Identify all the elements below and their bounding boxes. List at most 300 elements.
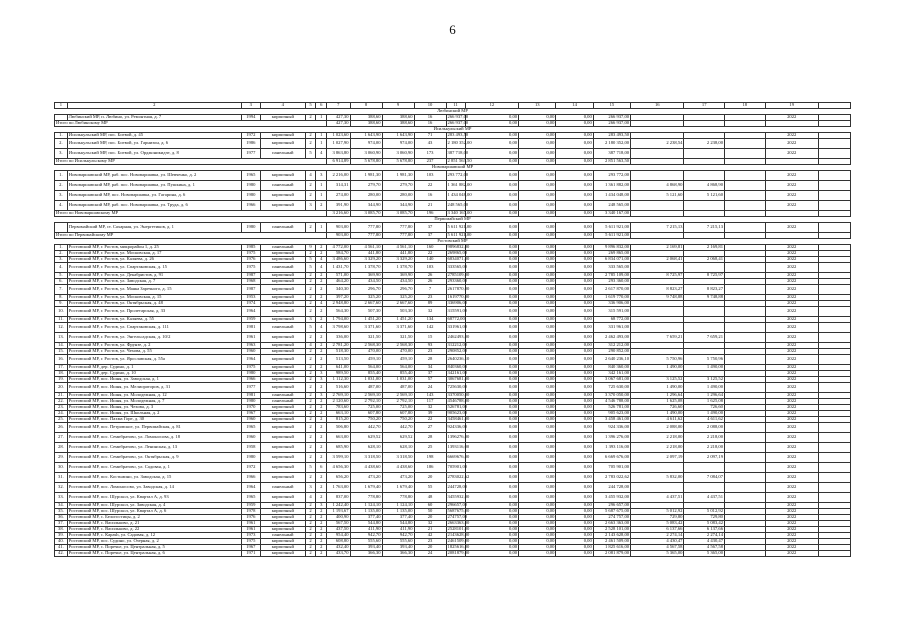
cell-s2: 0,00 xyxy=(465,515,518,521)
cell-year: 1976 xyxy=(241,257,260,263)
cell-y: 2022 xyxy=(765,443,818,453)
cell-a2: 3 060,90 xyxy=(350,149,382,159)
cell-s7: 2 218,00 xyxy=(684,443,725,453)
cell-a1: 314,31 xyxy=(327,181,350,191)
cell-blank xyxy=(818,323,850,333)
cell-a2: 3 371,60 xyxy=(350,323,382,333)
cell-y: 2022 xyxy=(765,551,818,557)
cell-a2: 1 378,70 xyxy=(350,263,382,273)
cell-f: 2 xyxy=(305,515,316,521)
cell-f: 5 xyxy=(305,149,316,159)
cell-s3: 0,00 xyxy=(519,521,556,527)
column-number-cell: 4 xyxy=(260,103,305,109)
cell-s7: 1 490,00 xyxy=(684,383,725,393)
cell-a1: 397,20 xyxy=(327,295,350,301)
cell-s7: 2 097,19 xyxy=(684,453,725,463)
cell-n: 35. xyxy=(55,509,68,515)
cell-n: 13. xyxy=(55,333,68,343)
cell-s6: 1 490,00 xyxy=(631,365,684,371)
cell-s2: 0,00 xyxy=(465,323,518,333)
cell-s7: 4 611,62 xyxy=(684,417,725,423)
cell-s2: 0,00 xyxy=(465,223,518,233)
total-s5: 5 611 921,00 xyxy=(593,233,630,239)
cell-s2: 0,00 xyxy=(465,139,518,149)
cell-year: 1977 xyxy=(241,149,260,159)
cell-n: 4. xyxy=(55,263,68,273)
cell-type: кирпичный xyxy=(260,493,305,503)
cell-s5: 387 718,00 xyxy=(593,149,630,159)
cell-s4: 0,00 xyxy=(556,483,593,493)
cell-s4: 0,00 xyxy=(556,417,593,423)
table-row xyxy=(55,355,851,365)
cell-year: 1972 xyxy=(241,463,260,473)
cell-s6: 2 088,00 xyxy=(631,423,684,433)
cell-f: 4 xyxy=(305,171,316,181)
cell-type: кирпичный xyxy=(260,257,305,263)
cell-e: 4 xyxy=(316,263,327,273)
cell-f: 2 xyxy=(305,551,316,557)
cell-a3: 344,90 xyxy=(382,201,414,211)
cell-a2: 325,20 xyxy=(350,295,382,301)
cell-f: 2 xyxy=(305,539,316,545)
cell-s3: 0,00 xyxy=(519,191,556,201)
cell-n: 21. xyxy=(55,393,68,399)
total-a2: 388,60 xyxy=(350,121,382,127)
cell-year: 1964 xyxy=(241,355,260,365)
cell-blank xyxy=(818,149,850,159)
cell-s5: 333 565,00 xyxy=(593,263,630,273)
total-s1: 5 611 921,00 xyxy=(447,232,472,238)
cell-s7 xyxy=(684,483,725,493)
cell-s4: 0,00 xyxy=(556,433,593,443)
cell-s3: 0,00 xyxy=(519,285,556,295)
cell-e: 2 xyxy=(316,443,327,453)
cell-addr: Ростовский МР, пос. Ишня, ул. Молодежная, д. 12 xyxy=(67,393,241,399)
cell-y: 2022 xyxy=(765,371,818,377)
cell-n: 10. xyxy=(55,307,68,317)
cell-s4: 0,00 xyxy=(556,295,593,301)
cell-a2: 564,00 xyxy=(350,365,382,371)
cell-type: кирпичный xyxy=(260,273,305,279)
cell-y: 2022 xyxy=(765,133,818,139)
cell-s1: 342161,00 xyxy=(447,370,468,376)
cell-a2: 725,00 xyxy=(350,405,382,411)
cell-a1: 903,00 xyxy=(327,223,350,233)
cell-s2: 0,00 xyxy=(465,533,518,539)
cell-year: 1960 xyxy=(241,417,260,423)
cell-f: 2 xyxy=(305,393,316,399)
cell-s3: 0,00 xyxy=(519,181,556,191)
cell-s6: 1 490,00 xyxy=(631,383,684,393)
cell-p: 55 xyxy=(414,483,446,493)
cell-y: 2022 xyxy=(765,257,818,263)
cell-a3: 487,00 xyxy=(382,383,414,393)
cell-addr: Ростовский МР, с. Белогостицы, д. 2 xyxy=(67,515,241,521)
column-number-cell: 9 xyxy=(382,103,414,109)
cell-a1: 2 769,10 xyxy=(327,393,350,399)
cell-e: 2 xyxy=(316,399,327,405)
cell-a2: 280,00 xyxy=(350,191,382,201)
cell-f: 2 xyxy=(305,349,316,355)
cell-s2: 0,00 xyxy=(465,551,518,557)
cell-s7 xyxy=(684,263,725,273)
cell-y: 2022 xyxy=(765,545,818,551)
cell-e: 3 xyxy=(316,393,327,399)
cell-f: 2 xyxy=(305,355,316,365)
cell-a3: 411,90 xyxy=(382,527,414,533)
cell-a3: 473,20 xyxy=(382,473,414,483)
cell-s5: 905 623,00 xyxy=(593,411,630,417)
table-row xyxy=(55,443,851,453)
cell-year: 1964 xyxy=(241,307,260,317)
cell-a2: 366,30 xyxy=(350,551,382,557)
cell-s5: 3 067 681,00 xyxy=(593,377,630,383)
cell-s3: 0,00 xyxy=(519,405,556,411)
cell-s4: 0,00 xyxy=(556,251,593,257)
cell-y: 2022 xyxy=(765,521,818,527)
cell-s5: 1 825 616,00 xyxy=(593,545,630,551)
cell-addr: Ростовский МР, пос. Шурскол, ул. Заводская, д. 4 xyxy=(67,503,241,509)
cell-blank xyxy=(818,263,850,273)
cell-s5: 2 663 363,00 xyxy=(593,521,630,527)
cell-s5: 9 896 832,00 xyxy=(593,245,630,251)
cell-addr: Ростовский МР, г. Ростов, ул. Маяка Заречного, д. 15 xyxy=(67,285,241,295)
cell-addr: Нововаршавский МР, пос. Нововаршавка, ул. Гагарина, д. 6 xyxy=(67,191,241,201)
cell-a3: 1 679,40 xyxy=(382,483,414,493)
cell-f: 5 xyxy=(305,323,316,333)
cell-y: 2022 xyxy=(765,333,818,343)
cell-n: 24. xyxy=(55,411,68,417)
cell-a3: 2 792,10 xyxy=(382,399,414,405)
cell-a2: 2 569,10 xyxy=(350,393,382,399)
cell-s5: 1 396 276,00 xyxy=(593,433,630,443)
cell-a2: 388,60 xyxy=(350,115,382,121)
total-s5: 3 340 167,00 xyxy=(593,211,630,217)
cell-type: панельный xyxy=(260,483,305,493)
cell-y: 2022 xyxy=(765,285,818,295)
cell-s4: 0,00 xyxy=(556,355,593,365)
cell-s7: 8 823,27 xyxy=(684,285,725,295)
cell-addr: Ростовский МР, г. Ростов, ул. Спартаковская, д. 111 xyxy=(67,323,241,333)
cell-f: 3 xyxy=(305,201,316,211)
cell-p: 143 xyxy=(414,393,446,399)
cell-s4: 0,00 xyxy=(556,257,593,263)
cell-s4: 0,00 xyxy=(556,285,593,295)
cell-s7: 4 868,90 xyxy=(684,181,725,191)
cell-s3: 0,00 xyxy=(519,201,556,211)
cell-year: 1975 xyxy=(241,263,260,273)
cell-addr: Ростовский МР, пос. Костьмино, ул. Заводская, д. 15 xyxy=(67,473,241,483)
cell-s5: 6 669 676,00 xyxy=(593,453,630,463)
cell-s7: 9 748,88 xyxy=(684,295,725,301)
cell-s5: 1 434 048,00 xyxy=(593,191,630,201)
cell-s8 xyxy=(724,483,765,493)
cell-s5: 312 212,00 xyxy=(593,343,630,349)
cell-s7: 5 365,00 xyxy=(684,551,725,557)
cell-p: 16 xyxy=(414,115,446,121)
cell-y: 2022 xyxy=(765,399,818,405)
cell-s1: 283 493,50 xyxy=(447,132,469,138)
cell-year: 1980 xyxy=(241,399,260,405)
cell-p: 103 xyxy=(414,171,446,181)
cell-s1: 269865,00 xyxy=(447,250,468,256)
cell-s7: 8 725,97 xyxy=(684,273,725,279)
cell-s4: 0,00 xyxy=(556,393,593,399)
cell-s6: 9 748,88 xyxy=(631,295,684,301)
cell-s7: 5 083,42 xyxy=(684,521,725,527)
cell-a3: 3 318,50 xyxy=(382,453,414,463)
cell-s8 xyxy=(724,201,765,211)
cell-n: 7. xyxy=(55,285,68,295)
cell-type: кирпичный xyxy=(260,191,305,201)
cell-s6: 4 567,58 xyxy=(631,545,684,551)
cell-s2: 0,00 xyxy=(465,473,518,483)
cell-s3: 0,00 xyxy=(519,343,556,349)
cell-a3: 321,50 xyxy=(382,333,414,343)
cell-e: 3 xyxy=(316,377,327,383)
cell-blank xyxy=(818,223,850,233)
cell-year: 1987 xyxy=(241,273,260,279)
cell-type: кирпичный xyxy=(260,279,305,285)
cell-addr: Ростовский МР, дер. Судино, д. 10 xyxy=(67,371,241,377)
total-label: Итого по Первомайскому МР xyxy=(55,233,327,239)
cell-p: 71 xyxy=(414,133,446,139)
cell-a3: 296,70 xyxy=(382,285,414,295)
cell-s7 xyxy=(684,171,725,181)
cell-f: 2 xyxy=(305,509,316,515)
cell-a1: 340,30 xyxy=(327,285,350,295)
cell-s7: 1 490,00 xyxy=(684,411,725,417)
cell-a2: 555,60 xyxy=(350,539,382,545)
cell-e: 2 xyxy=(316,201,327,211)
cell-a1: 437,50 xyxy=(327,527,350,533)
cell-f: 2 xyxy=(305,399,316,405)
cell-e: 2 xyxy=(316,539,327,545)
cell-a2: 377,40 xyxy=(350,515,382,521)
cell-s1: 9896832,00 xyxy=(447,244,470,250)
cell-s1: 2 180 352,00 xyxy=(446,139,465,149)
cell-s3: 0,00 xyxy=(519,263,556,273)
cell-a1: 427,30 xyxy=(327,115,350,121)
cell-f: 2 xyxy=(305,377,316,383)
cell-s4: 0,00 xyxy=(556,139,593,149)
cell-a3: 855,40 xyxy=(382,371,414,377)
cell-type: кирпичный xyxy=(260,539,305,545)
cell-s7: 4 567,58 xyxy=(684,545,725,551)
cell-year: 1975 xyxy=(241,365,260,371)
cell-s4: 0,00 xyxy=(556,515,593,521)
cell-f: 4 xyxy=(305,493,316,503)
cell-p: 21 xyxy=(414,201,446,211)
region-group-title: Нововаршавский МР xyxy=(55,165,851,171)
cell-s4: 0,00 xyxy=(556,279,593,285)
table-row xyxy=(55,551,851,557)
cell-s5: 705 901,00 xyxy=(593,463,630,473)
cell-p: 37 xyxy=(414,371,446,377)
cell-s7: 2 068,41 xyxy=(684,257,725,263)
cell-s2: 0,00 xyxy=(465,521,518,527)
cell-addr: Первомайский МР, ст. Сахарная, ул. Энергетиков, д. 1 xyxy=(67,223,241,233)
cell-a2: 393,40 xyxy=(350,545,382,551)
cell-addr: Исилькульский МР, пос. Боевой, д. 45 xyxy=(67,133,241,139)
cell-s5: 6 834 071,00 xyxy=(593,257,630,263)
cell-s1: 68772,00 xyxy=(447,316,465,322)
table-row xyxy=(55,285,851,295)
cell-y: 2022 xyxy=(765,483,818,493)
cell-y: 2022 xyxy=(765,503,818,509)
cell-blank xyxy=(818,355,850,365)
cell-e: 2 xyxy=(316,453,327,463)
cell-y: 2022 xyxy=(765,377,818,383)
cell-type: кирпичный xyxy=(260,545,305,551)
cell-addr: Ростовский МР, пос. Шурскол, ул. Квартал А, д. 6 xyxy=(67,509,241,515)
cell-s2: 0,00 xyxy=(465,263,518,273)
cell-a2: 855,40 xyxy=(350,371,382,377)
cell-blank xyxy=(818,181,850,191)
cell-type: панельный xyxy=(260,223,305,233)
cell-s5: 924 336,00 xyxy=(593,423,630,433)
cell-addr: Ростовский МР, г. Ростов, ул. Каляева, д. 26 xyxy=(67,257,241,263)
cell-e: 2 xyxy=(316,405,327,411)
cell-s1: 924336,00 xyxy=(446,423,465,433)
cell-year: 1967 xyxy=(241,411,260,417)
cell-s2: 0,00 xyxy=(465,295,518,301)
cell-p: 43 xyxy=(414,139,446,149)
cell-type: кирпичный xyxy=(260,371,305,377)
cell-f: 4 xyxy=(305,343,316,349)
cell-p: 28 xyxy=(414,433,446,443)
cell-e: 2 xyxy=(316,349,327,355)
cell-s6: 729,80 xyxy=(631,515,684,521)
cell-s1: 1396276,00 xyxy=(446,433,465,443)
cell-s1: 3370050,00 xyxy=(447,392,470,398)
cell-e: 1 xyxy=(316,115,327,121)
cell-e: 3 xyxy=(316,371,327,377)
cell-f: 5 xyxy=(305,463,316,473)
cell-p: 57 xyxy=(414,377,446,383)
cell-y: 2022 xyxy=(765,149,818,159)
total-s2: 0,00 xyxy=(465,159,518,165)
cell-s4: 0,00 xyxy=(556,493,593,503)
total-a1: 427,30 xyxy=(327,121,350,127)
cell-s4: 0,00 xyxy=(556,377,593,383)
cell-s3: 0,00 xyxy=(519,417,556,423)
cell-type: кирпичный xyxy=(260,301,305,307)
cell-s2: 0,00 xyxy=(465,333,518,343)
cell-s5: 2 785 109,00 xyxy=(593,273,630,279)
total-s3: 0,00 xyxy=(519,159,556,165)
cell-s2: 0,00 xyxy=(465,545,518,551)
cell-addr: Ростовский МР, с. Васильково, д. 21 xyxy=(67,521,241,527)
cell-f: 2 xyxy=(305,433,316,443)
cell-f: 2 xyxy=(305,503,316,509)
cell-a1: 1 193,67 xyxy=(327,509,350,515)
cell-s5: 331 961,00 xyxy=(593,323,630,333)
cell-s5: 296 657,00 xyxy=(593,503,630,509)
cell-p: 27 xyxy=(414,423,446,433)
cell-blank xyxy=(818,493,850,503)
cell-s7: 5 121,60 xyxy=(684,191,725,201)
total-s1: 3 340 167,00 xyxy=(447,210,472,216)
total-s3: 0,00 xyxy=(519,233,556,239)
cell-y: 2022 xyxy=(765,295,818,301)
cell-a2: 750,20 xyxy=(350,417,382,423)
cell-p: 22 xyxy=(414,251,446,257)
cell-s5: 725 630,00 xyxy=(593,383,630,393)
total-s1: 266 937,00 xyxy=(447,120,469,126)
cell-y: 2022 xyxy=(765,343,818,349)
cell-year: 1974 xyxy=(241,301,260,307)
cell-s1: 1619770,00 xyxy=(447,294,470,300)
cell-type: кирпичный xyxy=(260,551,305,557)
cell-year: 1966 xyxy=(241,201,260,211)
cell-s3: 0,00 xyxy=(519,323,556,333)
table-row xyxy=(55,383,851,393)
cell-s8 xyxy=(724,171,765,181)
cell-s2: 0,00 xyxy=(465,273,518,279)
total-p: 16 xyxy=(414,121,446,127)
cell-e: 2 xyxy=(316,417,327,423)
cell-blank xyxy=(818,307,850,317)
cell-y: 2022 xyxy=(765,533,818,539)
cell-s4: 0,00 xyxy=(556,551,593,557)
cell-s1: 312212,00 xyxy=(447,342,468,348)
cell-s6 xyxy=(631,263,684,273)
cell-s4: 0,00 xyxy=(556,399,593,405)
cell-a2: 4 438,60 xyxy=(350,463,382,473)
cell-y: 2022 xyxy=(765,301,818,307)
page-number: 6 xyxy=(449,22,456,37)
cell-s4: 0,00 xyxy=(556,223,593,233)
cell-n: 40. xyxy=(55,539,68,545)
cell-type: панельный xyxy=(260,533,305,539)
table-row xyxy=(55,139,851,149)
cell-addr: Ростовский МР, с. Карash, ул. Садовая, д. 12 xyxy=(67,533,241,539)
cell-p: 23 xyxy=(414,539,446,545)
cell-s3: 0,00 xyxy=(519,539,556,545)
cell-year: 1961 xyxy=(241,527,260,533)
cell-s2: 0,00 xyxy=(465,149,518,159)
cell-s6: 4 611,62 xyxy=(631,417,684,423)
cell-y: 2022 xyxy=(765,349,818,355)
cell-n: 1. xyxy=(55,245,68,251)
cell-blank xyxy=(818,333,850,343)
cell-s5: 3 458 461,00 xyxy=(593,417,630,423)
cell-s2: 0,00 xyxy=(465,343,518,349)
cell-a3: 564,00 xyxy=(382,365,414,371)
cell-a1: 2 120,60 xyxy=(327,399,350,405)
column-number-cell: 16 xyxy=(631,103,684,109)
total-s3: 0,00 xyxy=(519,121,556,127)
cell-s3: 0,00 xyxy=(519,333,556,343)
cell-s2: 0,00 xyxy=(465,405,518,411)
cell-p: 42 xyxy=(414,533,446,539)
cell-s7: 2 169,81 xyxy=(684,245,725,251)
total-a3: 777,80 xyxy=(382,233,414,239)
total-a2: 777,80 xyxy=(350,233,382,239)
cell-type: кирпичный xyxy=(260,527,305,533)
cell-s4: 0,00 xyxy=(556,371,593,377)
cell-f: 2 xyxy=(305,223,316,233)
cell-addr: Ростовский МР, г. Ростов, ул. Спартаковская, д. 15 xyxy=(67,263,241,273)
total-s3: 0,00 xyxy=(519,211,556,217)
cell-a2: 607,80 xyxy=(350,411,382,417)
column-number-cell: 19 xyxy=(765,103,818,109)
cell-s6: 2 068,41 xyxy=(631,257,684,263)
cell-year: 1965 xyxy=(241,171,260,181)
cell-s2: 0,00 xyxy=(465,463,518,473)
cell-s8 xyxy=(724,139,765,149)
